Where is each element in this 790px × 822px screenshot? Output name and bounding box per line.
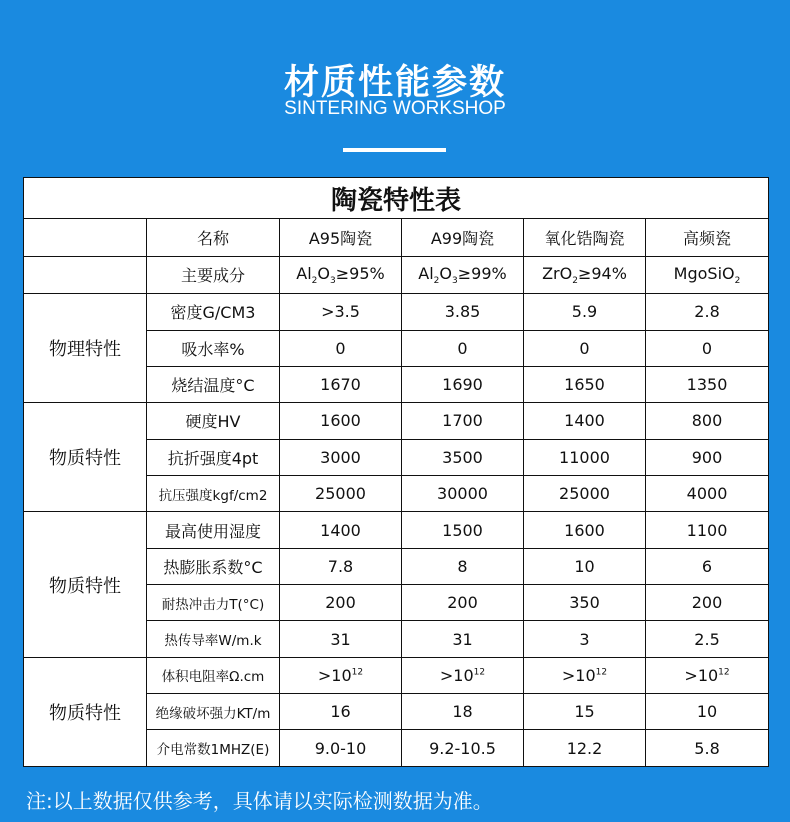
table-cell: 1700 bbox=[402, 403, 524, 439]
table-row bbox=[24, 403, 769, 439]
property-name: 绝缘破坏强力KT/m bbox=[147, 694, 280, 730]
composition-cell: ZrO$_2$≥94% bbox=[524, 256, 646, 293]
table-cell: 15 bbox=[524, 694, 646, 730]
property-name: 吸水率% bbox=[147, 330, 280, 366]
ceramic-properties-table bbox=[23, 177, 768, 767]
table-cell: 350 bbox=[524, 585, 646, 621]
table-cell: 3.85 bbox=[402, 294, 524, 330]
composition-cell: $Al_2O_3\ge 95\%$ bbox=[280, 256, 402, 293]
table-cell: 7.8 bbox=[280, 548, 402, 584]
table-cell: 10 bbox=[524, 548, 646, 584]
table-cell: 5.9 bbox=[524, 294, 646, 330]
table-cell: 1100 bbox=[646, 512, 769, 548]
footnote: 注:以上数据仅供参考，具体请以实际检测数据为准。 bbox=[26, 789, 493, 813]
table-cell: 0 bbox=[280, 330, 402, 366]
table-cell: $>10^{12}$ bbox=[280, 657, 402, 693]
table-cell: 30000 bbox=[402, 475, 524, 511]
group-label: 物质特性 bbox=[24, 657, 147, 766]
table-cell: 2.8 bbox=[646, 294, 769, 330]
property-name: 硬度HV bbox=[147, 403, 280, 439]
table-cell: 200 bbox=[402, 585, 524, 621]
table-cell: 200 bbox=[280, 585, 402, 621]
table-cell: 1350 bbox=[646, 366, 769, 402]
table-cell: 1500 bbox=[402, 512, 524, 548]
table-cell: 6 bbox=[646, 548, 769, 584]
table-cell: 25000 bbox=[524, 475, 646, 511]
composition-row bbox=[24, 256, 769, 293]
table-cell: 25000 bbox=[280, 475, 402, 511]
table-cell: 1600 bbox=[280, 403, 402, 439]
table-cell: 2.5 bbox=[646, 621, 769, 657]
table-row bbox=[24, 512, 769, 548]
table-cell: 0 bbox=[524, 330, 646, 366]
page-title: 材质性能参数 bbox=[283, 63, 506, 103]
table-cell: 200 bbox=[646, 585, 769, 621]
property-name: 密度G/CM3 bbox=[147, 294, 280, 330]
property-name: 抗压强度kgf/cm2 bbox=[147, 475, 280, 511]
property-name: 热传导率W/m.k bbox=[147, 621, 280, 657]
table-cell: >3.5 bbox=[280, 294, 402, 330]
table-cell: 900 bbox=[646, 439, 769, 475]
property-name: 最高使用湿度 bbox=[147, 512, 280, 548]
column-header: A99陶瓷 bbox=[402, 219, 524, 256]
header-row bbox=[24, 219, 769, 256]
property-name: 热膨胀系数°C bbox=[147, 548, 280, 584]
empty-corner-cell bbox=[24, 219, 147, 256]
name-label: 名称 bbox=[147, 219, 280, 256]
table-cell: 31 bbox=[402, 621, 524, 657]
table-cell: 1650 bbox=[524, 366, 646, 402]
property-name: 耐热冲击力T(°C) bbox=[147, 585, 280, 621]
table-cell: 1670 bbox=[280, 366, 402, 402]
table-cell: 4000 bbox=[646, 475, 769, 511]
table-cell: 8 bbox=[402, 548, 524, 584]
table-cell: $>10^{12}$ bbox=[524, 657, 646, 693]
table-cell: 3500 bbox=[402, 439, 524, 475]
table-cell: 0 bbox=[646, 330, 769, 366]
table-cell: 800 bbox=[646, 403, 769, 439]
table-cell: 31 bbox=[280, 621, 402, 657]
column-header: 高频瓷 bbox=[646, 219, 769, 256]
column-header: A95陶瓷 bbox=[280, 219, 402, 256]
table-cell: $>10^{12}$ bbox=[646, 657, 769, 693]
table-row bbox=[24, 294, 769, 330]
table-cell: 3 bbox=[524, 621, 646, 657]
table-cell: 5.8 bbox=[646, 730, 769, 767]
table-cell: 9.0-10 bbox=[280, 730, 402, 767]
table-cell: 18 bbox=[402, 694, 524, 730]
table-cell: 11000 bbox=[524, 439, 646, 475]
table-cell: 1690 bbox=[402, 366, 524, 402]
table-cell: 10 bbox=[646, 694, 769, 730]
group-label: 物理特性 bbox=[24, 294, 147, 403]
table-cell: 12.2 bbox=[524, 730, 646, 767]
table-cell: 9.2-10.5 bbox=[402, 730, 524, 767]
table-cell: 16 bbox=[280, 694, 402, 730]
table-cell: 1400 bbox=[280, 512, 402, 548]
table-cell: 1600 bbox=[524, 512, 646, 548]
table-cell: 1400 bbox=[524, 403, 646, 439]
table-title: 陶瓷特性表 bbox=[24, 178, 769, 219]
header bbox=[0, 0, 790, 178]
composition-cell: $Al_2O_3\ge 99\%$ bbox=[402, 256, 524, 293]
table-row bbox=[24, 657, 769, 693]
group-label: 物质特性 bbox=[24, 512, 147, 657]
composition-cell: MgoSiO$_2$ bbox=[646, 256, 769, 293]
title-divider bbox=[343, 148, 446, 152]
property-name: 烧结温度°C bbox=[147, 366, 280, 402]
property-name: 介电常数1MHZ(E) bbox=[147, 730, 280, 767]
column-header: 氧化锆陶瓷 bbox=[524, 219, 646, 256]
property-name: 抗折强度4pt bbox=[147, 439, 280, 475]
page-subtitle: SINTERING WORKSHOP bbox=[284, 98, 506, 119]
table-cell: 0 bbox=[402, 330, 524, 366]
table-cell: $>10^{12}$ bbox=[402, 657, 524, 693]
group-label: 物质特性 bbox=[24, 403, 147, 512]
row-label: 主要成分 bbox=[147, 256, 280, 293]
property-name: 体积电阻率Ω.cm bbox=[147, 657, 280, 693]
table-cell: 3000 bbox=[280, 439, 402, 475]
empty-cell bbox=[24, 256, 147, 293]
